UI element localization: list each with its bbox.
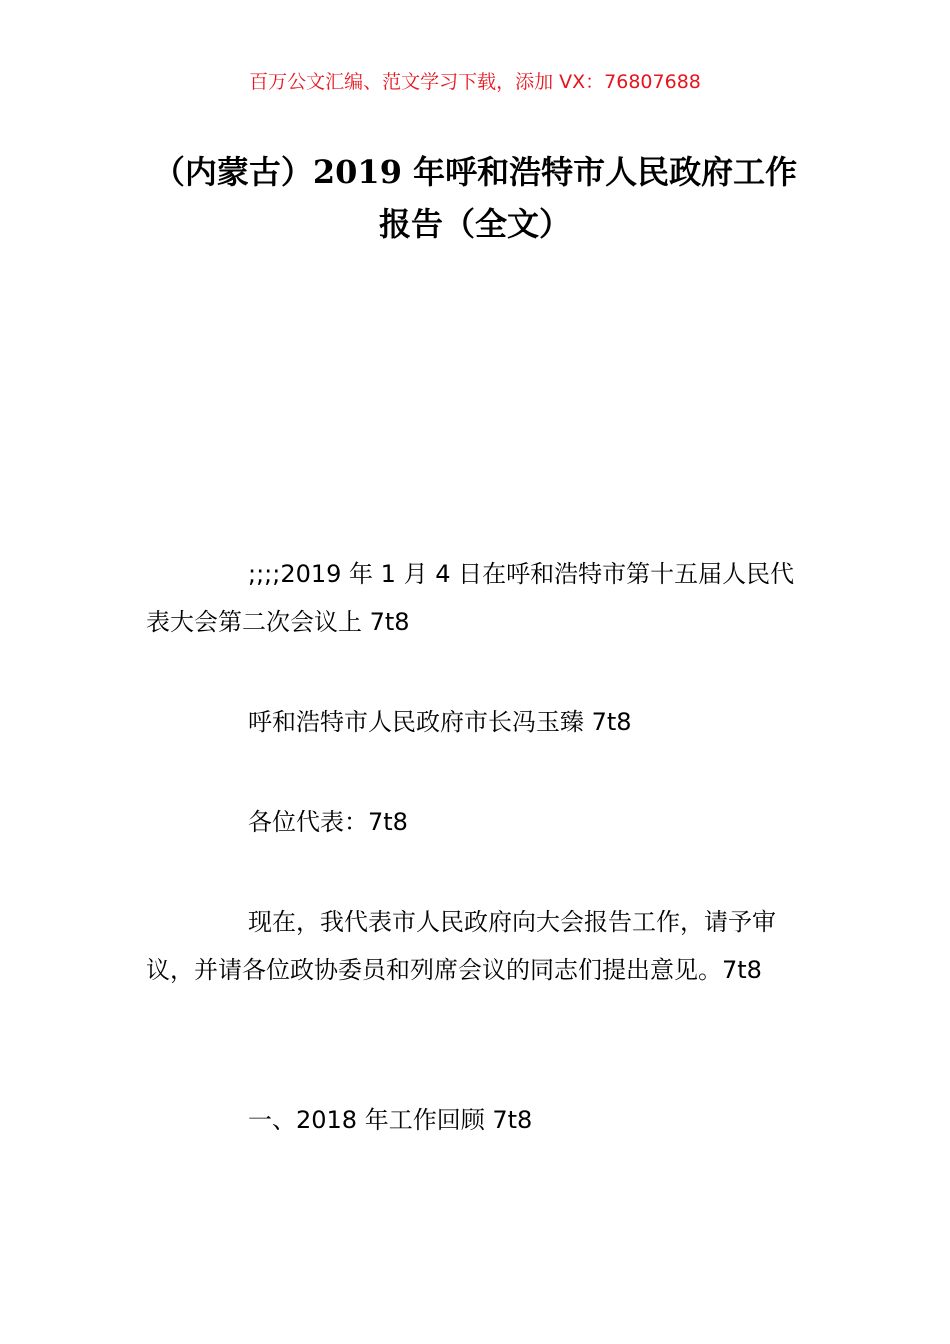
paragraph-speaker: 呼和浩特市人民政府市长冯玉臻 7t8 bbox=[248, 708, 632, 736]
section-heading: 一、2018 年工作回顾 7t8 bbox=[248, 1106, 533, 1134]
paragraph-salutation: 各位代表：7t8 bbox=[248, 808, 408, 836]
header-note: 百万公文汇编、范文学习下载，添加 VX：76807688 bbox=[249, 71, 701, 93]
paragraph-introduction: 现在，我代表市人民政府向大会报告工作，请予审议，并请各位政协委员和列席会议的同志们提出意见。7t8 bbox=[146, 908, 776, 984]
paragraph-meeting-info: ;;;;2019 年 1 月 4 日在呼和浩特市第十五届人民代表大会第二次会议上 7t8 bbox=[146, 560, 795, 636]
document-title: （内蒙古）2019 年呼和浩特市人民政府工作报告（全文） bbox=[152, 153, 798, 243]
